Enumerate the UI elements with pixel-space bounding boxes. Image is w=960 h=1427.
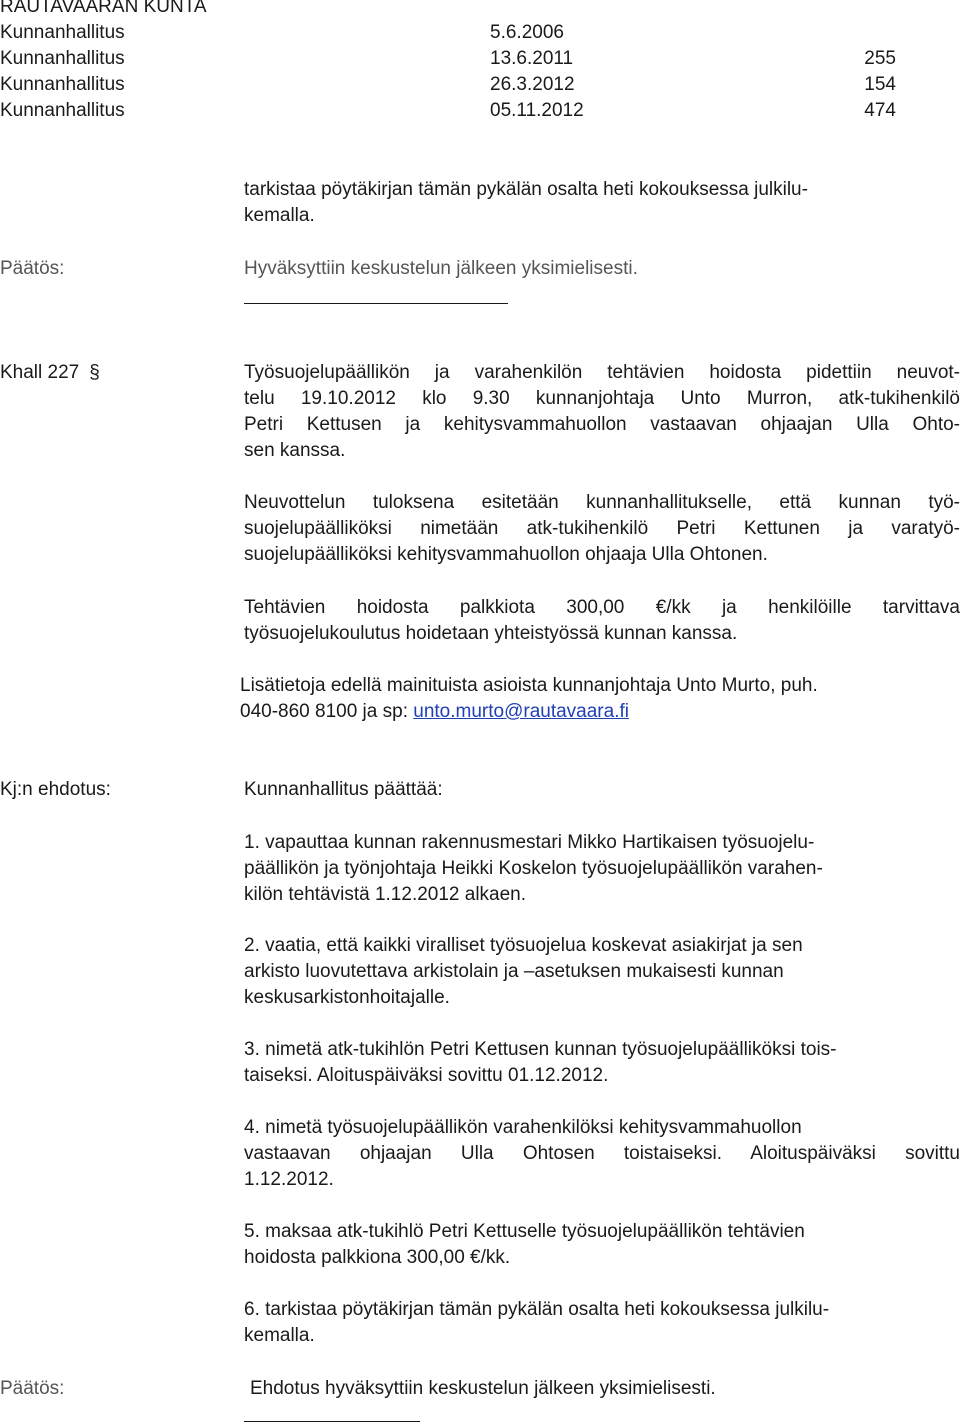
point-line: 1.12.2012. — [244, 1169, 334, 1190]
point-line: 3. nimetä atk-tukihlön Petri Kettusen kunnan työsuojelupäälliköksi tois- — [244, 1039, 837, 1060]
header-body-2: Kunnanhallitus — [0, 48, 125, 69]
point-line: vastaavan ohjaajan Ulla Ohtosen toistaiseksi. Aloituspäiväksi sovittu — [244, 1143, 960, 1164]
point-5 — [244, 1219, 944, 1271]
item-label — [0, 360, 100, 386]
header-date-3: 26.3.2012 — [490, 74, 575, 95]
point-line: 6. tarkistaa pöytäkirjan tämän pykälän osalta heti kokouksessa julkilu- — [244, 1299, 830, 1320]
point-line: 1. vapauttaa kunnan rakennusmestari Mikko Hartikaisen työsuojelu- — [244, 832, 815, 853]
separator-rule — [244, 303, 508, 304]
item-intro — [244, 360, 960, 464]
point-line: 5. maksaa atk-tukihlö Petri Kettuselle työsuojelupäällikön tehtävien — [244, 1221, 805, 1242]
org-name: RAUTAVAARAN KUNTA — [0, 0, 207, 17]
point-line: kemalla. — [244, 1325, 315, 1346]
intro-line: Työsuojelupäällikön ja varahenkilön tehtävien hoidosta pidettiin neuvot- — [244, 362, 960, 383]
prev-decision-label: Päätös: — [0, 258, 65, 279]
point-line: arkisto luovutettava arkistolain ja –asetuksen mukaisesti kunnan — [244, 961, 784, 982]
negotiation-paragraph — [244, 490, 960, 568]
intro-line: sen kanssa. — [244, 440, 346, 461]
negotiation-line: Neuvottelun tuloksena esitetään kunnanhallitukselle, että kunnan työ- — [244, 492, 960, 513]
header-body-4: Kunnanhallitus — [0, 100, 125, 121]
proposal-label: Kj:n ehdotus: — [0, 779, 111, 800]
header-date-4: 05.11.2012 — [490, 100, 584, 121]
point-line: 2. vaatia, että kaikki viralliset työsuojelua koskevat asiakirjat ja sen — [244, 935, 803, 956]
intro-line: telu 19.10.2012 klo 9.30 kunnanjohtaja Unto Murron, atk-tukihenkilö — [244, 388, 960, 409]
prev-item-line: tarkistaa pöytäkirjan tämän pykälän osalta heti kokouksessa julkilu- — [244, 179, 808, 200]
info-paragraph — [240, 673, 956, 725]
point-line: taiseksi. Aloituspäiväksi sovittu 01.12.2012. — [244, 1065, 609, 1086]
point-line: hoidosta palkkiona 300,00 €/kk. — [244, 1247, 511, 1268]
header-num-4: 474 — [864, 100, 896, 121]
prev-item-line: kemalla. — [244, 205, 315, 226]
info-line: Lisätietoja edellä mainituista asioista kunnanjohtaja Unto Murto, puh. — [240, 675, 818, 696]
fee-paragraph — [244, 595, 960, 647]
header-date-1: 5.6.2006 — [490, 22, 564, 43]
point-line: keskusarkistonhoitajalle. — [244, 987, 450, 1008]
section-sign-icon: § — [89, 362, 100, 383]
point-3 — [244, 1037, 956, 1089]
header-date-2: 13.6.2011 — [490, 48, 574, 69]
point-line: päällikön ja työnjohtaja Heikki Koskelon työsuojelupäällikön varahen- — [244, 858, 823, 879]
header-num-2: 255 — [864, 48, 896, 69]
prev-item-text — [244, 177, 944, 229]
info-phone: 040-860 8100 ja sp: — [240, 701, 414, 722]
email-link[interactable]: unto.murto@rautavaara.fi — [413, 701, 629, 722]
header-body-1: Kunnanhallitus — [0, 22, 125, 43]
point-line: 4. nimetä työsuojelupäällikön varahenkilöksi kehitysvammahuollon — [244, 1117, 802, 1138]
negotiation-line: suojelupäälliköksi nimetään atk-tukihenkilö Petri Kettunen ja varatyö- — [244, 518, 960, 539]
point-6 — [244, 1297, 944, 1349]
point-4 — [244, 1115, 960, 1193]
header-body-3: Kunnanhallitus — [0, 74, 125, 95]
decision-label: Päätös: — [0, 1378, 65, 1399]
point-line: kilön tehtävistä 1.12.2012 alkaen. — [244, 884, 527, 905]
intro-line: Petri Kettusen ja kehitysvammahuollon vastaavan ohjaajan Ulla Ohto- — [244, 414, 960, 435]
point-1 — [244, 830, 944, 908]
negotiation-line: suojelupäälliköksi kehitysvammahuollon ohjaaja Ulla Ohtonen. — [244, 544, 768, 565]
proposal-heading: Kunnanhallitus päättää: — [244, 779, 443, 800]
fee-line: Tehtävien hoidosta palkkiota 300,00 €/kk ja henkilöille tarvittava — [244, 597, 960, 618]
point-2 — [244, 933, 944, 1011]
fee-line: työsuojelukoulutus hoidetaan yhteistyössä kunnan kanssa. — [244, 623, 738, 644]
closing-rule — [244, 1421, 420, 1422]
prev-decision-text: Hyväksyttiin keskustelun jälkeen yksimielisesti. — [244, 258, 638, 279]
item-number: Khall 227 — [0, 362, 80, 383]
header-num-3: 154 — [864, 74, 896, 95]
info-line — [240, 699, 956, 725]
decision-text: Ehdotus hyväksyttiin keskustelun jälkeen yksimielisesti. — [250, 1378, 716, 1399]
